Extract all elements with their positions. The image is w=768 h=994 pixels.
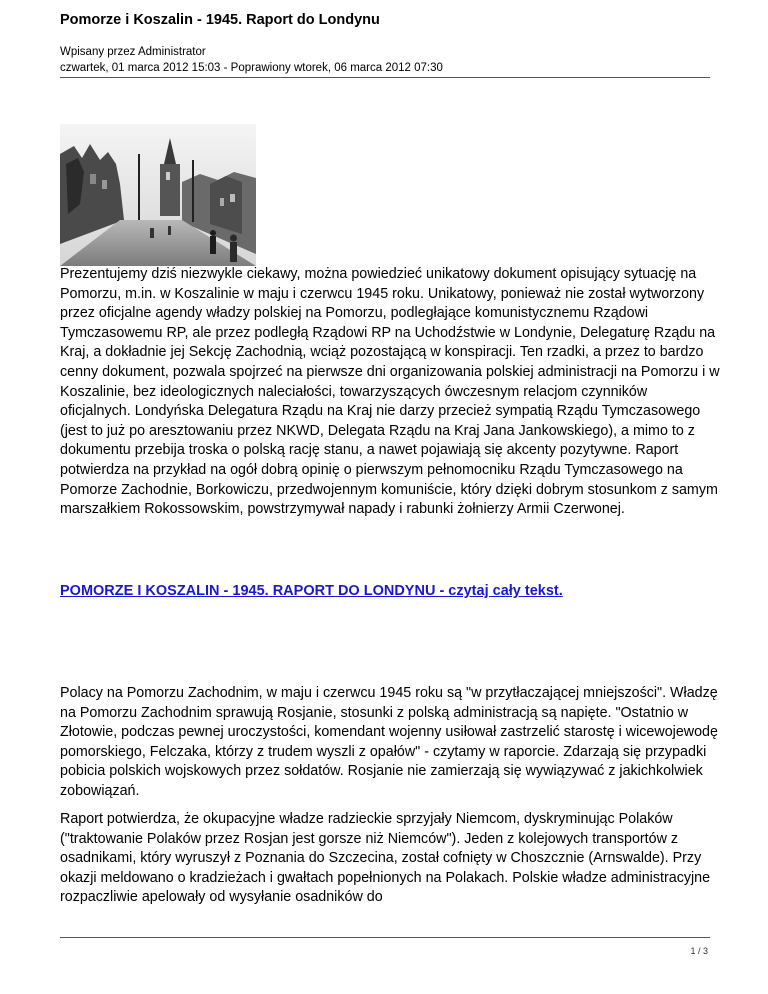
header-divider	[60, 77, 710, 78]
date-line: czwartek, 01 marca 2012 15:03 - Poprawiony wtorek, 06 marca 2012 07:30	[60, 62, 443, 74]
page-number: 1 / 3	[690, 946, 708, 956]
article-paragraph: Polacy na Pomorzu Zachodnim, w maju i czerwcu 1945 roku są "w przytłaczającej mniejszości". Władzę na Pomorzu Zachodnim sprawują Rosjanie, stosunki z polską administracją są napięte. "Ostatnio w Złotowie, podczas pewnej uroczystości, komendant wojenny usiłował zastrzelić starostę i wicewojewodę pomorskiego, Felczaka, którzy z trudem wyszli z opałów" - czytamy w raporcie. Zdarzają się przypadki pobicia polskich wojskowych przez sołdatów. Rosjanie nie zamierzają się wywiązywać z jakichkolwiek zobowiązań.	[60, 685, 718, 799]
article-meta	[60, 44, 443, 76]
read-full-text-link[interactable]: POMORZE I KOSZALIN - 1945. RAPORT DO LONDYNU - czytaj cały tekst.	[60, 583, 563, 599]
author-line: Wpisany przez Administrator	[60, 46, 206, 58]
article-paragraph-intro: Prezentujemy dziś niezwykle ciekawy, można powiedzieć unikatowy dokument opisujący sytuację na Pomorzu, m.in. w Koszalinie w maju i czerwcu 1945 roku. Unikatowy, ponieważ nie został wytworzony przez oficjalne agendy władzy polskiej na Pomorzu, podległające komunistycznemu Rządowi Tymczasowemu RP, ale przez podległą Rządowi RP na Uchodźstwie w Londynie, Delegaturę Rządu na Kraj, a dokładnie jej Sekcję Zachodnią, wciąż pozostającą w konspiracji. Ten rzadki, a przez to bardzo cenny dokument, pozwala spojrzeć na pierwsze dni organizowania polskiej administracji na Pomorzu i w Koszalinie, bez ideologicznych naleciałości, towarzyszących ówczesnym relacjom czynników oficjalnych. Londyńska Delegatura Rządu na Kraj nie darzy przecież sympatią Rządu Tymczasowego (jest to już po aresztowaniu przez NKWD, Delegata Rządu na Kraj Jana Jankowskiego), a mimo to z dokumentu przebija troska o polską rację stanu, a nawet pojawiają się akcenty pozytywne. Raport potwierdza na przykład na ogół dobrą opinię o pierwszym pełnomocniku Rządu Tymczasowego na Pomorze Zachodnie, Borkowiczu, przedwojennym komuniście, który dzięki dobrym stosunkom z samym marszałkiem Rokossowskim, powstrzymywał napady i rabunki żołnierzy Armii Czerwonej.	[60, 266, 720, 518]
footer-divider	[60, 937, 710, 938]
page-title: Pomorze i Koszalin - 1945. Raport do Londynu	[60, 12, 380, 28]
historic-street-photo	[60, 124, 256, 266]
article-paragraph: Raport potwierdza, że okupacyjne władze radzieckie sprzyjały Niemcom, dyskryminując Polaków ("traktowanie Polaków przez Rosjan jest gorsze niż Niemców"). Jeden z kolejowych transportów z osadnikami, który wyruszył z Poznania do Szczecina, został cofnięty w Choszcznie (Arnswalde). Przy okazji meldowano o kradzieżach i gwałtach popełnionych na Polakach. Polskie władze administracyjne rozpaczliwie apelowały od wysyłanie osadników do	[60, 811, 711, 906]
